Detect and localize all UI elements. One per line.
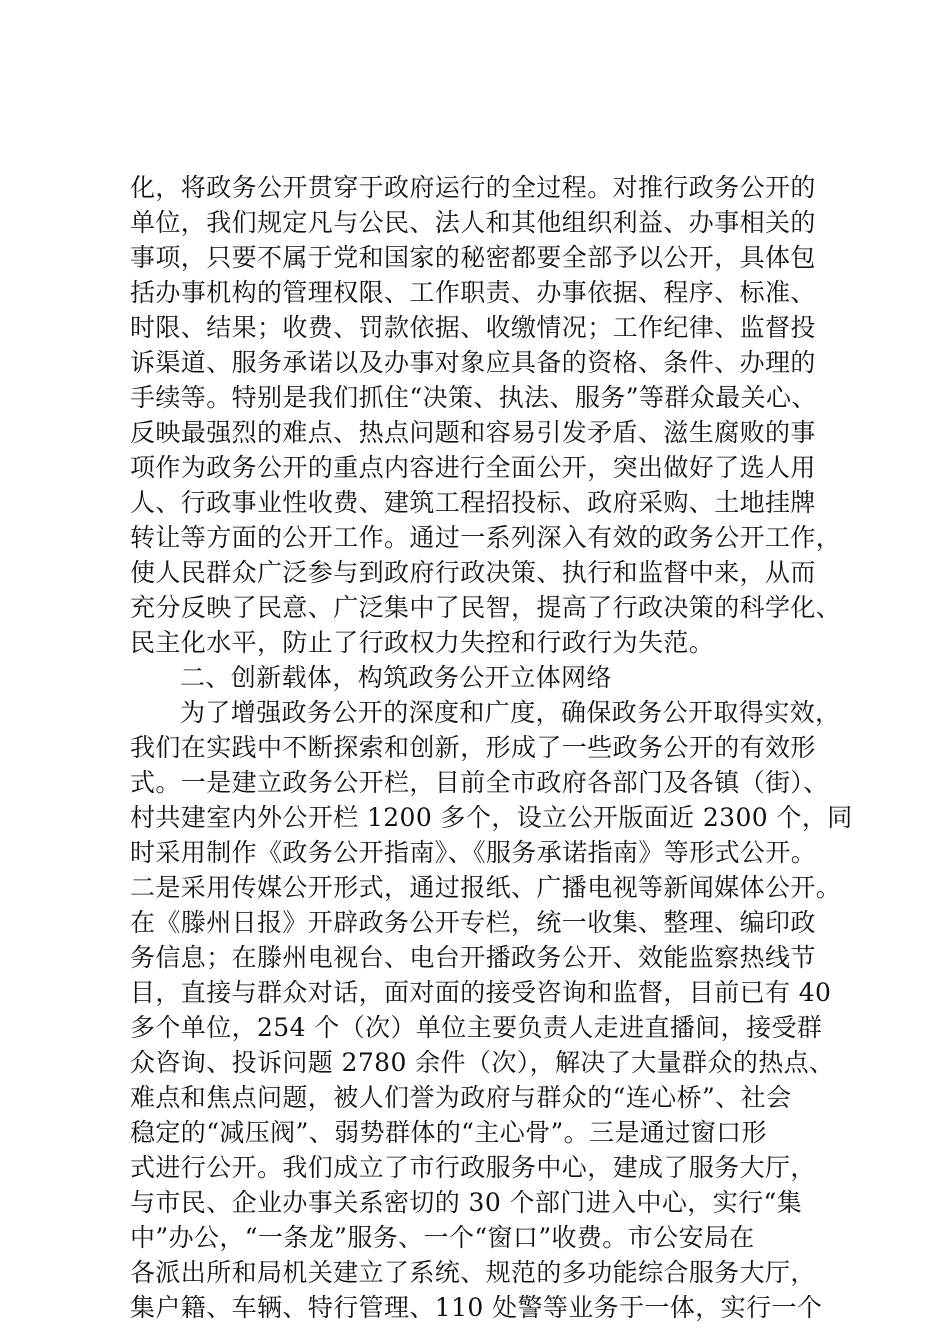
section-heading: 二、创新载体，构筑政务公开立体网络 — [180, 663, 612, 692]
text-line: 稳定的“减压阀”、弱势群体的“主心骨”。三是通过窗口形 — [130, 1118, 767, 1147]
text-line: 与市民、企业办事关系密切的 30 个部门进入中心，实行“集 — [130, 1188, 803, 1217]
text-line: 项作为政务公开的重点内容进行全面公开，突出做好了选人用 — [130, 453, 816, 482]
text-line: 时采用制作《政务公开指南》、《服务承诺指南》等形式公开。 — [130, 838, 817, 867]
text-line: 中”办公，“一条龙”服务、一个“窗口”收费。市公安局在 — [130, 1223, 755, 1252]
text-line: 目，直接与群众对话，面对面的接受咨询和监督，目前已有 40 — [130, 978, 832, 1007]
text-line: 手续等。特别是我们抓住“决策、执法、服务”等群众最关心、 — [130, 383, 817, 412]
text-line: 单位，我们规定凡与公民、法人和其他组织利益、办事相关的 — [130, 208, 816, 237]
text-line: 括办事机构的管理权限、工作职责、办事依据、程序、标准、 — [130, 278, 816, 307]
text-line: 民主化水平，防止了行政权力失控和行政行为失范。 — [130, 628, 715, 657]
text-line: 诉渠道、服务承诺以及办事对象应具备的资格、条件、办理的 — [130, 348, 816, 377]
text-line: 在《滕州日报》开辟政务公开专栏，统一收集、整理、编印政 — [130, 908, 816, 937]
text-line: 人、行政事业性收费、建筑工程招投标、政府采购、土地挂牌 — [130, 488, 816, 517]
text-line: 反映最强烈的难点、热点问题和容易引发矛盾、滋生腐败的事 — [130, 418, 816, 447]
text-line: 二是采用传媒公开形式，通过报纸、广播电视等新闻媒体公开。 — [130, 873, 842, 902]
text-line: 我们在实践中不断探索和创新，形成了一些政务公开的有效形 — [130, 733, 816, 762]
text-line: 多个单位，254 个（次）单位主要负责人走进直播间，接受群 — [130, 1013, 823, 1042]
text-line: 充分反映了民意、广泛集中了民智，提高了行政决策的科学化、 — [130, 593, 842, 622]
text-line: 式。一是建立政务公开栏，目前全市政府各部门及各镇（街）、 — [130, 768, 829, 797]
text-line: 务信息；在滕州电视台、电台开播政务公开、效能监察热线节 — [130, 943, 816, 972]
text-line: 化，将政务公开贯穿于政府运行的全过程。对推行政务公开的 — [130, 173, 816, 202]
text-line: 使人民群众广泛参与到政府行政决策、执行和监督中来，从而 — [130, 558, 816, 587]
text-line: 众咨询、投诉问题 2780 余件（次），解决了大量群众的热点、 — [130, 1048, 835, 1077]
text-line: 集户籍、车辆、特行管理、110 处警等业务于一体，实行一个 — [130, 1293, 823, 1322]
text-line: 各派出所和局机关建立了系统、规范的多功能综合服务大厅， — [130, 1258, 816, 1287]
paragraph-first-line: 为了增强政务公开的深度和广度，确保政务公开取得实效， — [180, 698, 841, 727]
body-text — [130, 170, 853, 1325]
text-line: 转让等方面的公开工作。通过一系列深入有效的政务公开工作， — [130, 523, 842, 552]
text-line: 式进行公开。我们成立了市行政服务中心，建成了服务大厅， — [130, 1153, 816, 1182]
text-line: 难点和焦点问题，被人们誉为政府与群众的“连心桥”、社会 — [130, 1083, 792, 1112]
text-line: 时限、结果；收费、罚款依据、收缴情况；工作纪律、监督投 — [130, 313, 816, 342]
text-line: 村共建室内外公开栏 1200 多个，设立公开版面近 2300 个，同 — [130, 803, 853, 832]
text-line: 事项，只要不属于党和国家的秘密都要全部予以公开，具体包 — [130, 243, 816, 272]
